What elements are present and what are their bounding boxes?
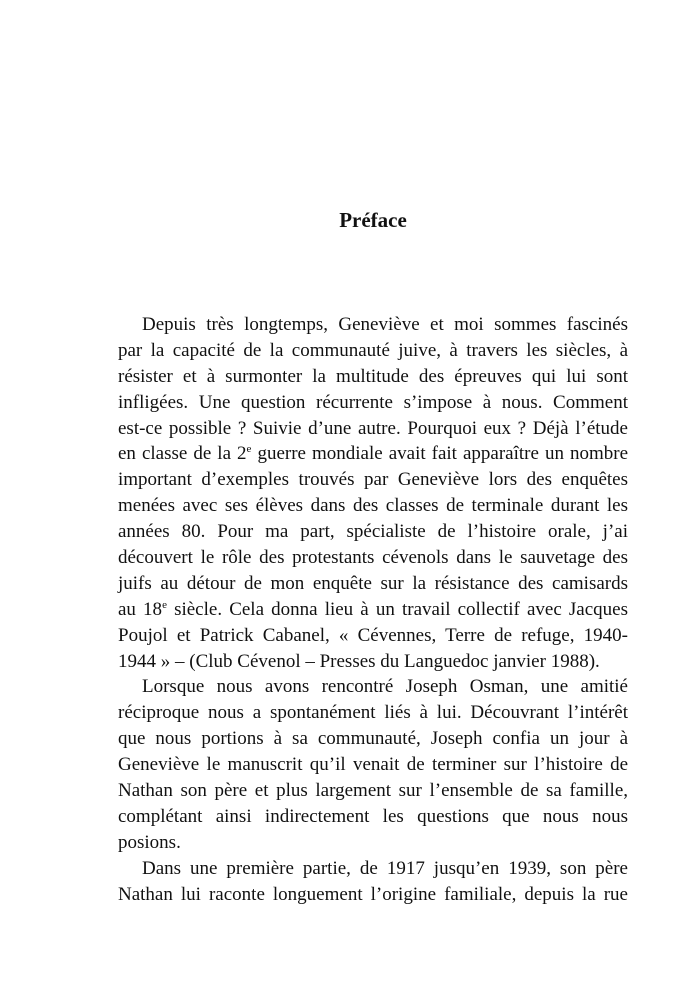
page-title: Préface [339,208,407,232]
text-line [118,700,628,726]
line-text: posions. [118,831,181,853]
text-line [118,571,628,597]
text-line [118,856,628,882]
line-text: important d’exemples trouvés par Geneviève lors des enquêtes [118,469,628,491]
text-line [118,312,628,338]
body-text [118,312,628,907]
superscript: e [162,598,167,611]
text-line [118,726,628,752]
text-line [118,882,628,908]
text-line [118,467,628,493]
line-text: Nathan son père et plus largement sur l’ensemble de sa famille, [118,780,628,802]
text-line [118,804,628,830]
line-text: Lorsque nous avons rencontré Joseph Osman, une amitié [142,676,628,698]
line-text: Geneviève le manuscrit qu’il venait de terminer sur l’histoire de [118,754,628,776]
line-text: 1944 » – (Club Cévenol – Presses du Languedoc janvier 1988). [118,650,600,672]
text-line [118,390,628,416]
text-line [118,416,628,442]
line-text: juifs au détour de mon enquête sur la résistance des camisards [118,572,628,594]
text-line [118,338,628,364]
line-text: Poujol et Patrick Cabanel, « Cévennes, Terre de refuge, 1940- [118,624,628,646]
line-text: complétant ainsi indirectement les questions que nous nous [118,805,628,827]
text-line [118,545,628,571]
superscript: e [246,443,252,456]
text-line [118,364,628,390]
line-text: découvert le rôle des protestants cévenols dans le sauvetage des [118,547,628,569]
line-text: menées avec ses élèves dans des classes de terminale durant les [118,495,628,517]
line-text: Depuis très longtemps, Geneviève et moi sommes fascinés [142,314,628,335]
line-text: résister et à surmonter la multitude des épreuves qui lui sont [118,365,628,387]
line-text: guerre mondiale avait fait apparaître un nombre [251,443,628,465]
line-text: réciproque nous a spontanément liés à lui. Découvrant l’intérêt [118,702,628,724]
line-text: par la capacité de la communauté juive, à travers les siècles, à [118,339,628,361]
text-line [118,597,628,623]
text-line [118,778,628,804]
line-text: infligées. Une question récurrente s’impose à nous. Comment [118,391,628,413]
text-line [118,493,628,519]
line-text: Nathan lui raconte longuement l’origine familiale, depuis la rue [118,883,628,905]
line-text: au 18 [118,598,163,620]
line-text: Dans une première partie, de 1917 jusqu’en 1939, son père [142,857,628,879]
line-text: en classe de la 2 [118,443,247,465]
line-text: est-ce possible ? Suivie d’une autre. Pourquoi eux ? Déjà l’étude [118,417,628,439]
text-line [118,623,628,649]
text-line [118,441,628,467]
text-line [118,674,628,700]
line-text: que nous portions à sa communauté, Joseph confia un jour à [118,728,628,750]
text-line [118,519,628,545]
line-text: siècle. Cela donna lieu à un travail collectif avec Jacques [166,598,628,620]
text-line [118,830,628,856]
text-line [118,649,628,675]
line-text: années 80. Pour ma part, spécialiste de l’histoire orale, j’ai [118,521,628,543]
text-line [118,752,628,778]
